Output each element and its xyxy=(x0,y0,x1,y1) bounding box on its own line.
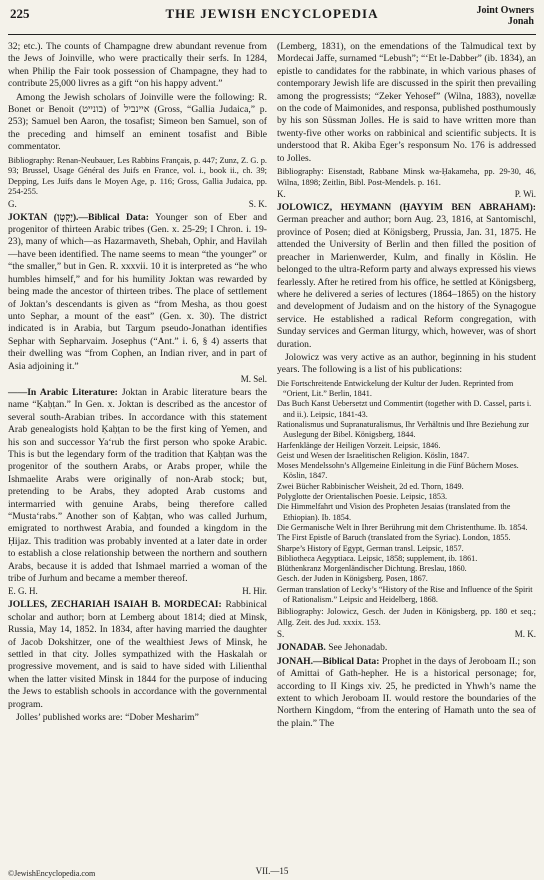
publication-item: Polyglotte der Orientalischen Poesie. Leipsic, 1853. xyxy=(277,492,448,502)
publication-item: Harfenklänge der Heiligen Vorzeit. Leipsic, 1846. xyxy=(277,440,441,450)
page-header xyxy=(8,4,536,35)
sig-author: S. K. xyxy=(248,198,267,209)
publication-item: Zwei Bücher Rabbinischer Weisheit, 2d ed. Thorn, 1849. xyxy=(277,481,464,491)
publication-item: Rationalismus und Supranaturalismus, Ihr Verhältnis und Ihre Beziehung zur Auslegung der Bibel. Königsberg, 1844. xyxy=(277,419,530,440)
running-title: THE JEWISH ENCYCLOPEDIA xyxy=(165,6,379,21)
page-number: 225 xyxy=(10,6,30,21)
entry-text: Joktan in Arabic literature bears the name “Ḳaḥṭan.” In Gen. x. Joktan is described as the ancestor of several south-Arabian tribes. In accordance with this statement Arab genealogists hold Ḳaḥṭan to be the first king of Yemen, and his son and successor Ya‘rub the first person who spoke Arabic. This is but the legendary form of the tradition that Ḳaḥṭan was the progenitor of the southern Arabs, or Arabs proper, while the Ishmaelite Arabs were originally of non-Arab stock; but, pretending to be Arabs, they adopted Arab customs and intermarried with genuine Arabs, being therefore called “Musta‘rabs.” Another son of Ḳaḥṭan, who was called Jurhum, emigrated to northwest Arabia, and founded a kingdom in the Ḥijaz. This tradition was probably invented at a later date in order to establish a close relationship between the northern and southern Arabs, because it is added that Ishmael married a woman of the tribe of Jurhum and became a member thereof. xyxy=(8,386,267,585)
entry-text: Prophet in the days of Jeroboam II.; son of Amittai of Gath-hepher. He is a historical personage; for, according to II Kings xiv. 25, he predicted in Yhwh’s name the extent to which Jeroboam II. would restore the boundaries of the Northern Kingdom, “from the entering of Hamath unto the sea of the plain.” The xyxy=(277,655,536,729)
sig-author: H. Hir. xyxy=(242,586,267,597)
paragraph: Jolowicz was very active as an author, beginning in his student years. The following is a list of his publications: xyxy=(277,351,536,376)
signature-line xyxy=(8,199,267,210)
sig-author: M. Sel. xyxy=(240,373,267,384)
sig-initials: S. xyxy=(277,629,285,640)
entry-jonah xyxy=(277,656,536,730)
running-head xyxy=(477,5,535,27)
bibliography: Bibliography: Renan-Neubauer, Les Rabbins Français, p. 447; Zunz, Z. G. p. 93; Brussel, Usage Général des Juifs en France, vol. i., book ii., ch. 39; Depping, Les Juifs dans le Moyen Age, p. 116; Gross, Gallia Judaica, pp. 254-255. xyxy=(8,155,267,197)
headword: JONAH.—Biblical Data: xyxy=(277,655,380,667)
publication-item: Bibliotheca Aegyptiaca. Leipsic, 1858; supplement, ib. 1861. xyxy=(277,553,478,563)
signature-line xyxy=(277,189,536,200)
publication-list xyxy=(277,379,536,606)
entry-jolowicz xyxy=(277,202,536,351)
headword: JOKTAN (יָקְטָן).—Biblical Data: xyxy=(8,211,149,223)
publication-item: Sharpe’s History of Egypt, German transl. Leipsic, 1857. xyxy=(277,543,464,553)
page-footer xyxy=(8,866,536,878)
sig-initials: K. xyxy=(277,189,286,200)
publication-item: Geist und Wesen der Israelitischen Religion. Köslin, 1847. xyxy=(277,450,470,460)
paragraph: Jolles’ published works are: “Dober Mesharim” xyxy=(16,712,199,724)
publication-item: Blüthenkranz Morgenländischer Dichtung. Breslau, 1860. xyxy=(277,564,467,574)
entry-text: See Jehonadab. xyxy=(328,642,388,654)
sig-initials: G. xyxy=(8,198,17,209)
publication-item: Gesch. der Juden in Königsberg. Posen, 1867. xyxy=(277,574,428,584)
bibliography: Bibliography: Eisenstadt, Rabbane Minsk wa-Ḥakameha, pp. 29-30, 46, Wilna, 1898; Zeitlin, Bibl. Post-Mendels. p. 161. xyxy=(277,167,536,187)
sig-author: M. K. xyxy=(514,629,536,640)
signature-mark: VII.—15 xyxy=(255,866,289,876)
signature-line xyxy=(8,374,267,385)
paragraph: (Lemberg, 1831), on the emendations of the Talmudical text by Mordecai Jaffe, surnamed “Lebush”; “‘Et le-Dabber” (ib. 1834), an epistle to candidates for the rabbinate, in which various phases of contemporary Jewish life are discussed in the spirit then prevailing among the progressists; “Zeker Yehosef” (Wilna, 1883), novellæ on the code of Maimonides, and responsa, published posthumously by his son Süssman Jolles. He is said to have written more than twenty-five other works on rabbinical and scientific subjects. It is understood that R. Akiba Eger’s responsum No. 176 is addressed to Jolles. xyxy=(277,41,537,164)
section-heading: ——In Arabic Literature: xyxy=(8,386,118,398)
entry-joktan xyxy=(8,212,267,373)
headword: JONADAB. xyxy=(277,642,326,654)
publication-item: Die Fortschreitende Entwickelung der Kultur der Juden. Reprinted from “Orient, Lit.” Berlin, 1841. xyxy=(277,378,514,399)
paragraph: Among the Jewish scholars of Joinville were the following: R. Bonet or Benoit (בונייט) of איינביל (Gross, “Gallia Judaica,” p. 253); Samuel ben Aaron, the tosafist; Simeon ben Samuel, son of the preceding and himself an eminent tosafist and Bible commentator. xyxy=(8,91,267,153)
publication-item: Die Himmelfahrt und Vision des Propheten Jesaias (translated from the Ethiopian). Ib. 1854. xyxy=(277,502,511,522)
entry-jolles xyxy=(8,599,267,711)
publication-item: Moses Mendelssohn’s Allgemeine Einleitung in die Fünf Büchern Moses. Köslin, 1847. xyxy=(277,461,519,481)
running-head-first: Joint Owners xyxy=(476,5,534,16)
entry-text: Younger son of Eber and progenitor of thirteen Arabic tribes (Gen. x. 25-29; I Chron. i. 19-23), many of which—as Hazarmaveth, Shebah, Ophir, and Havilah—have been identified. The name seems to mean “the younger” or “the smaller,” but in Gen. R. xxxvii. 10 it is interpreted as “he who humbles himself,” and for his humility Joktan was rewarded by being made the ancestor of thirteen tribes. The place of settlement of Joktan’s descendants is given as “from Mesha, as thou goest unto Sephar, a mount of the east” (Gen. x. 30). The district indicated is in Arabia, but Targum pseudo-Jonathan identifies Sephar with Sepharvaim. Josephus (“Ant.” i. 6, § 4) asserts that their dwelling was “from Cophen, an Indian river, and in part of Asia adjoining it.” xyxy=(8,211,267,372)
entry-arabic-literature xyxy=(8,387,267,586)
text-columns xyxy=(8,41,536,731)
paragraph: 32; etc.). The counts of Champagne drew abundant revenue from the Jews of Joinville, who were practically their serfs. In 1284, when Philip the Fair took possession of Champagne, they had to contribute 25,000 livres as a gift “on his happy advent.” xyxy=(8,41,267,90)
watermark: ©JewishEncyclopedia.com xyxy=(8,869,96,878)
sig-initials: E. G. H. xyxy=(8,586,38,597)
entry-jonadab xyxy=(277,642,536,654)
publication-item: Die Germanische Welt in Ihrer Berührung mit dem Christenthume. Ib. 1854. xyxy=(277,522,528,532)
headword: JOLOWICZ, HEYMANN (ḤAYYIM BEN ABRAHAM): xyxy=(277,202,536,214)
publication-item: The First Epistle of Baruch (translated from the Syriac). London, 1855. xyxy=(277,533,511,543)
left-column xyxy=(8,41,267,731)
publication-item: Das Buch Kanst Uebersetzt und Commentirt (together with D. Cassel, parts i. and ii.). Leipsic, 1841-43. xyxy=(277,399,532,419)
entry-text: Rabbinical scholar and author; born at Lemberg about 1814; died at Minsk, Russia, May 14, 1852. In 1834, after having married the daughter of Jacob Dokshitzer, one of the wealthiest Jews of Minsk, he settled in that city. Jolles sympathized with the Haskalah or progressive movement, and is said to have sided with Lilienthal when the latter visited Minsk in 1844 for the purpose of inducing the Jews to establish schools in accordance with the governmental program. xyxy=(8,599,267,710)
signature-line xyxy=(277,629,536,640)
signature-line xyxy=(8,586,267,597)
bibliography: Bibliography: Jolowicz, Gesch. der Juden in Königsberg, pp. 180 et seq.; Allg. Zeit. des Jud. xxxix. 153. xyxy=(277,607,536,627)
entry-text: German preacher and author; born Aug. 23, 1816, at Santomischl, province of Posen; died at Königsberg, Prussia, Jan. 31, 1875. He attended the University of Berlin and then filled the position of preacher in Marienwerder, Kulm, and finally in Köslin. He belonged to the ultra-Reform party and always expressed his views fearlessly. After he retired from his office, he settled at Königsberg, where he delivered a series of lectures (1864–1865) on the history and development of Judaism and on the history of the Synagogue service. He established a radical Reform congregation, with Sunday services and German liturgy, which, however, was of short duration. xyxy=(277,214,536,350)
right-column xyxy=(277,41,536,731)
publication-item: German translation of Lecky’s “History of the Rise and Influence of the Spirit of Rationalism.” Leipsic and Heidelberg, 1868. xyxy=(277,584,533,604)
running-head-last: Jonah xyxy=(507,16,534,27)
sig-author: P. Wi. xyxy=(514,189,536,200)
headword: JOLLES, ZECHARIAH ISAIAH B. MORDECAI: xyxy=(8,599,222,611)
